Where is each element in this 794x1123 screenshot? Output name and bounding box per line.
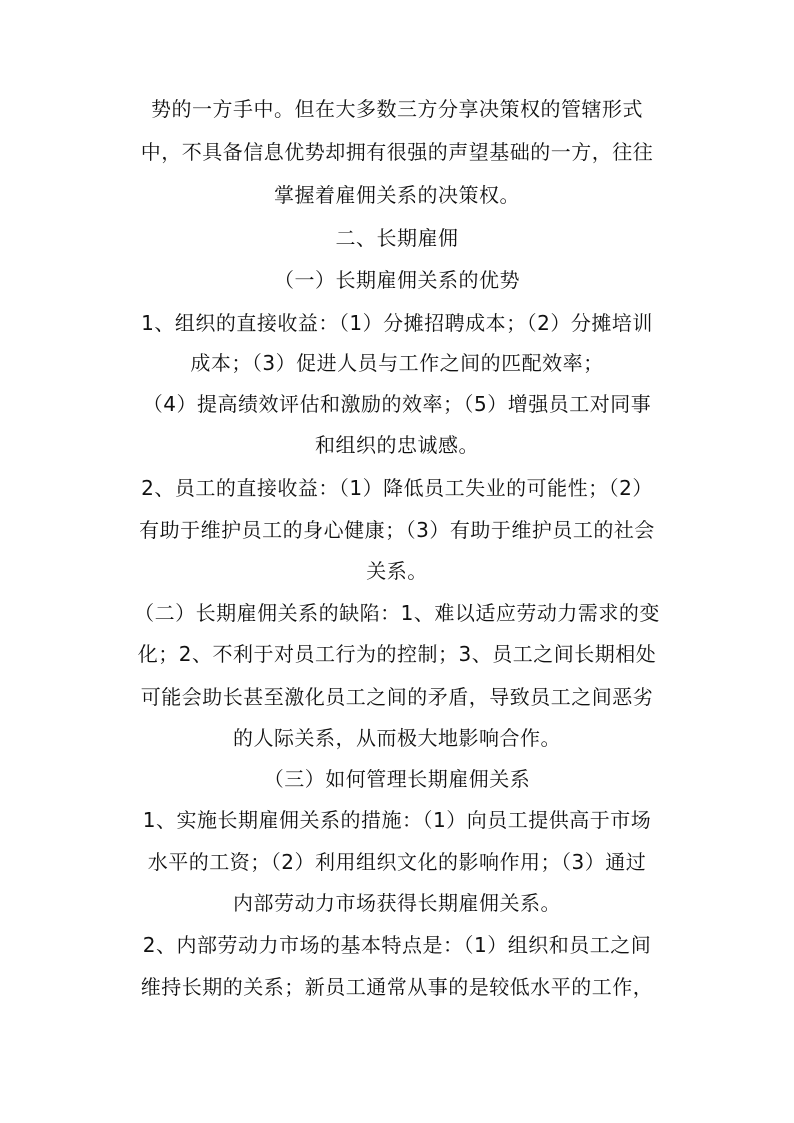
text-line: 势的一方手中。但在大多数三方分享决策权的管辖形式 — [151, 97, 643, 121]
subsection-heading: （一）长期雇佣关系的优势 — [274, 268, 520, 292]
subsection-heading: （三）如何管理长期雇佣关系 — [263, 767, 531, 791]
text-line: 关系。 — [366, 559, 428, 583]
text-line: 和组织的忠诚感。 — [315, 433, 479, 457]
text-line: 1、实施长期雇佣关系的措施：（1）向员工提供高于市场 — [142, 808, 652, 832]
text-line: 可能会助长甚至激化员工之间的矛盾，导致员工之间恶劣 — [140, 685, 654, 709]
text-line: 掌握着雇佣关系的决策权。 — [274, 183, 520, 207]
text-line: 成本；（3）促进人员与工作之间的匹配效率； — [190, 351, 604, 375]
text-line: 2、内部劳动力市场的基本特点是：（1）组织和员工之间 — [142, 933, 652, 957]
text-line: 化；2、不利于对员工行为的控制；3、员工之间长期相处 — [137, 642, 657, 666]
text-line: 内部劳动力市场获得长期雇佣关系。 — [233, 891, 561, 915]
text-line: 维持长期的关系；新员工通常从事的是较低水平的工作， — [140, 975, 654, 999]
text-line: 中，不具备信息优势却拥有很强的声望基础的一方，往往 — [140, 140, 654, 164]
text-line: 2、员工的直接收益：（1）降低员工失业的可能性；（2） — [141, 476, 653, 500]
text-line: 水平的工资；（2）利用组织文化的影响作用；（3）通过 — [147, 850, 647, 874]
section-heading: 二、长期雇佣 — [335, 226, 459, 250]
text-line: 1、组织的直接收益：（1）分摊招聘成本；（2）分摊培训 — [141, 311, 653, 335]
text-line: （二）长期雇佣关系的缺陷：1、难以适应劳动力需求的变 — [134, 601, 660, 625]
text-line: （4）提高绩效评估和激励的效率；（5）增强员工对同事 — [142, 392, 652, 416]
text-line: 的人际关系，从而极大地影响合作。 — [233, 726, 561, 750]
text-line: 有助于维护员工的身心健康；（3）有助于维护员工的社会 — [139, 518, 655, 542]
